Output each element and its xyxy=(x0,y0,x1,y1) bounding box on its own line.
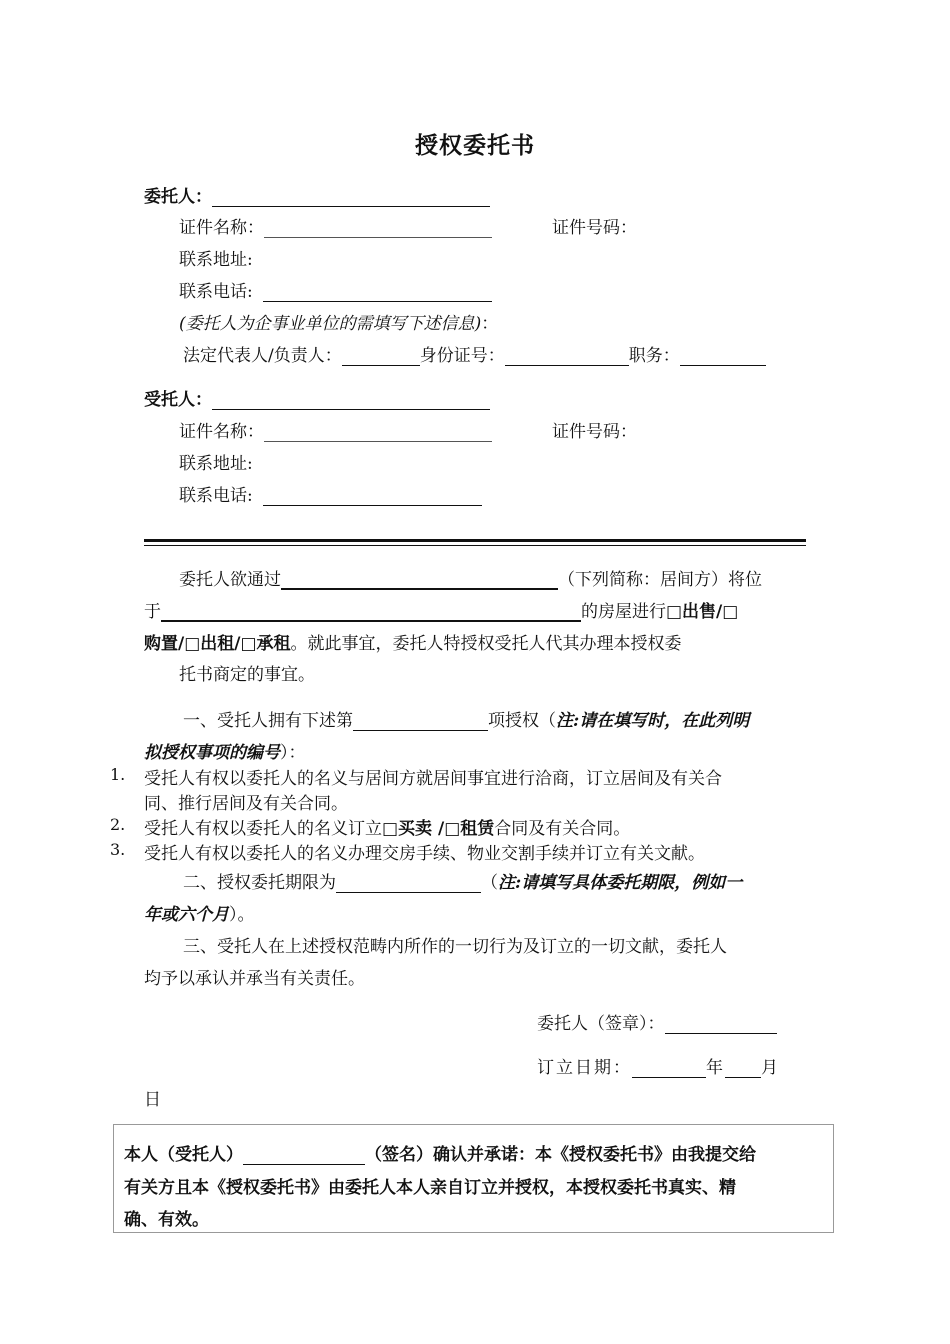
list-item-number: 1. xyxy=(110,765,126,784)
agent-id-type-row xyxy=(179,417,492,442)
confirmation-text: （签名）确认并承诺：本《授权委托书》由我提交给 xyxy=(365,1145,756,1165)
section2-text: （ xyxy=(481,873,498,893)
list-item-text: 受托人有权以委托人的名义订立 xyxy=(144,819,382,839)
section2-note: 年或六个月 xyxy=(144,905,229,925)
principal-label-row xyxy=(144,182,490,207)
legal-rep-field[interactable] xyxy=(342,347,420,366)
agent-name-field[interactable] xyxy=(212,391,490,410)
section1-line-1 xyxy=(183,706,749,731)
principal-phone-row xyxy=(179,277,492,302)
section1-text: 项授权（ xyxy=(488,711,556,731)
confirmation-line-1 xyxy=(124,1140,824,1165)
option-buy-rent-checkboxes[interactable]: 购置/□出租/□承租 xyxy=(144,634,291,654)
agent-signature-field[interactable] xyxy=(243,1146,365,1165)
signature-row xyxy=(537,1009,777,1034)
section2-note: 注:请填写具体委托期限，例如一 xyxy=(498,873,743,893)
page-title: 授权委托书 xyxy=(415,132,535,159)
section1-line-2 xyxy=(144,738,306,763)
principal-id-type-label: 证件名称： xyxy=(179,218,264,238)
section1-note: 注:请在填写时，在此列明 xyxy=(556,711,750,731)
section2-text: ）。 xyxy=(229,905,255,925)
agent-id-type-field[interactable] xyxy=(264,423,492,442)
section2-line-1 xyxy=(183,868,742,893)
intro-text: 委托人欲通过 xyxy=(179,570,281,590)
month-label: 月 xyxy=(761,1058,780,1078)
agent-phone-field[interactable] xyxy=(263,487,482,506)
intro-text: 的房屋进行 xyxy=(581,602,666,622)
day-label: 日 xyxy=(144,1090,161,1110)
agent-phone-label: 联系电话: xyxy=(179,486,253,506)
intro-line-3 xyxy=(144,629,682,654)
principal-id-type-row xyxy=(179,213,492,238)
intro-text: 于 xyxy=(144,602,161,622)
principal-name-field[interactable] xyxy=(212,188,490,207)
date-label: 订立日期： xyxy=(537,1058,632,1078)
enterprise-note-row xyxy=(179,309,498,334)
confirmation-line-2: 有关方且本《授权委托书》由委托人本人亲自订立并授权，本授权委托书真实、精 xyxy=(124,1178,736,1198)
intro-line-1 xyxy=(179,565,762,590)
enterprise-note-suffix: ： xyxy=(481,314,499,334)
legal-rep-row xyxy=(183,341,766,366)
section-divider-thick xyxy=(144,539,806,542)
date-month-field[interactable] xyxy=(725,1059,761,1078)
signer-label: 委托人（签章）： xyxy=(537,1014,665,1034)
date-row xyxy=(537,1053,780,1078)
list-item-1-line-2: 同、推行居间及有关合同。 xyxy=(144,794,348,814)
list-item-2 xyxy=(144,814,630,839)
agent-label-row xyxy=(144,385,490,410)
confirmation-line-3: 确、有效。 xyxy=(124,1210,209,1230)
property-location-field[interactable] xyxy=(161,602,581,622)
agent-label: 受托人： xyxy=(144,390,212,410)
signature-field[interactable] xyxy=(665,1015,777,1034)
agent-id-type-label: 证件名称： xyxy=(179,422,264,442)
option-sell-checkbox[interactable]: □出售/□ xyxy=(666,602,739,622)
list-item-3: 受托人有权以委托人的名义办理交房手续、物业交割手续并订立有关文献。 xyxy=(144,844,705,864)
list-item-number: 3. xyxy=(110,840,126,859)
principal-address-label: 联系地址: xyxy=(179,250,253,270)
id-card-field[interactable] xyxy=(505,347,629,366)
section3-line-1: 三、受托人在上述授权范畴内所作的一切行为及订立的一切文献，委托人 xyxy=(183,937,727,957)
agent-phone-row xyxy=(179,481,482,506)
principal-id-number-label: 证件号码： xyxy=(552,218,637,238)
section-divider-thin xyxy=(144,545,806,546)
authorization-period-field[interactable] xyxy=(336,874,481,893)
date-year-field[interactable] xyxy=(632,1059,706,1078)
principal-id-type-field[interactable] xyxy=(264,219,492,238)
list-item-1-line-1: 受托人有权以委托人的名义与居间方就居间事宜进行洽商，订立居间及有关合 xyxy=(144,769,722,789)
section1-note: 拟授权事项的编号 xyxy=(144,743,280,763)
enterprise-note: (委托人为企事业单位的需填写下述信息) xyxy=(179,314,482,334)
confirmation-text: 本人（受托人） xyxy=(124,1145,243,1165)
agent-address-label: 联系地址: xyxy=(179,454,253,474)
id-card-label: 身份证号： xyxy=(419,346,505,366)
list-item-text: 合同及有关合同。 xyxy=(494,819,631,839)
intro-line-4: 托书商定的事宜。 xyxy=(179,665,315,685)
section1-text: ）： xyxy=(280,743,306,763)
principal-label: 委托人： xyxy=(144,187,212,207)
position-field[interactable] xyxy=(680,347,766,366)
agent-id-number-label: 证件号码： xyxy=(552,422,637,442)
authorization-items-field[interactable] xyxy=(353,712,488,731)
position-label: 职务： xyxy=(628,346,680,366)
intro-line-2 xyxy=(144,597,738,622)
intro-text: （下列简称：居间方）将位 xyxy=(558,570,762,590)
intro-text: 。就此事宜，委托人特授权受托人代其办理本授权委 xyxy=(290,634,682,654)
option-sale-lease-checkboxes[interactable]: □买卖 /□租赁 xyxy=(382,819,495,839)
section2-line-2 xyxy=(144,900,255,925)
legal-rep-label: 法定代表人/负责人： xyxy=(183,346,342,366)
intermediary-field[interactable] xyxy=(281,570,558,590)
principal-phone-label: 联系电话: xyxy=(179,282,253,302)
list-item-number: 2. xyxy=(110,815,126,834)
section1-text: 一、受托人拥有下述第 xyxy=(183,711,353,731)
year-label: 年 xyxy=(706,1058,725,1078)
section2-text: 二、授权委托期限为 xyxy=(183,873,336,893)
principal-phone-field[interactable] xyxy=(263,283,492,302)
section3-line-2: 均予以承认并承当有关责任。 xyxy=(144,969,365,989)
